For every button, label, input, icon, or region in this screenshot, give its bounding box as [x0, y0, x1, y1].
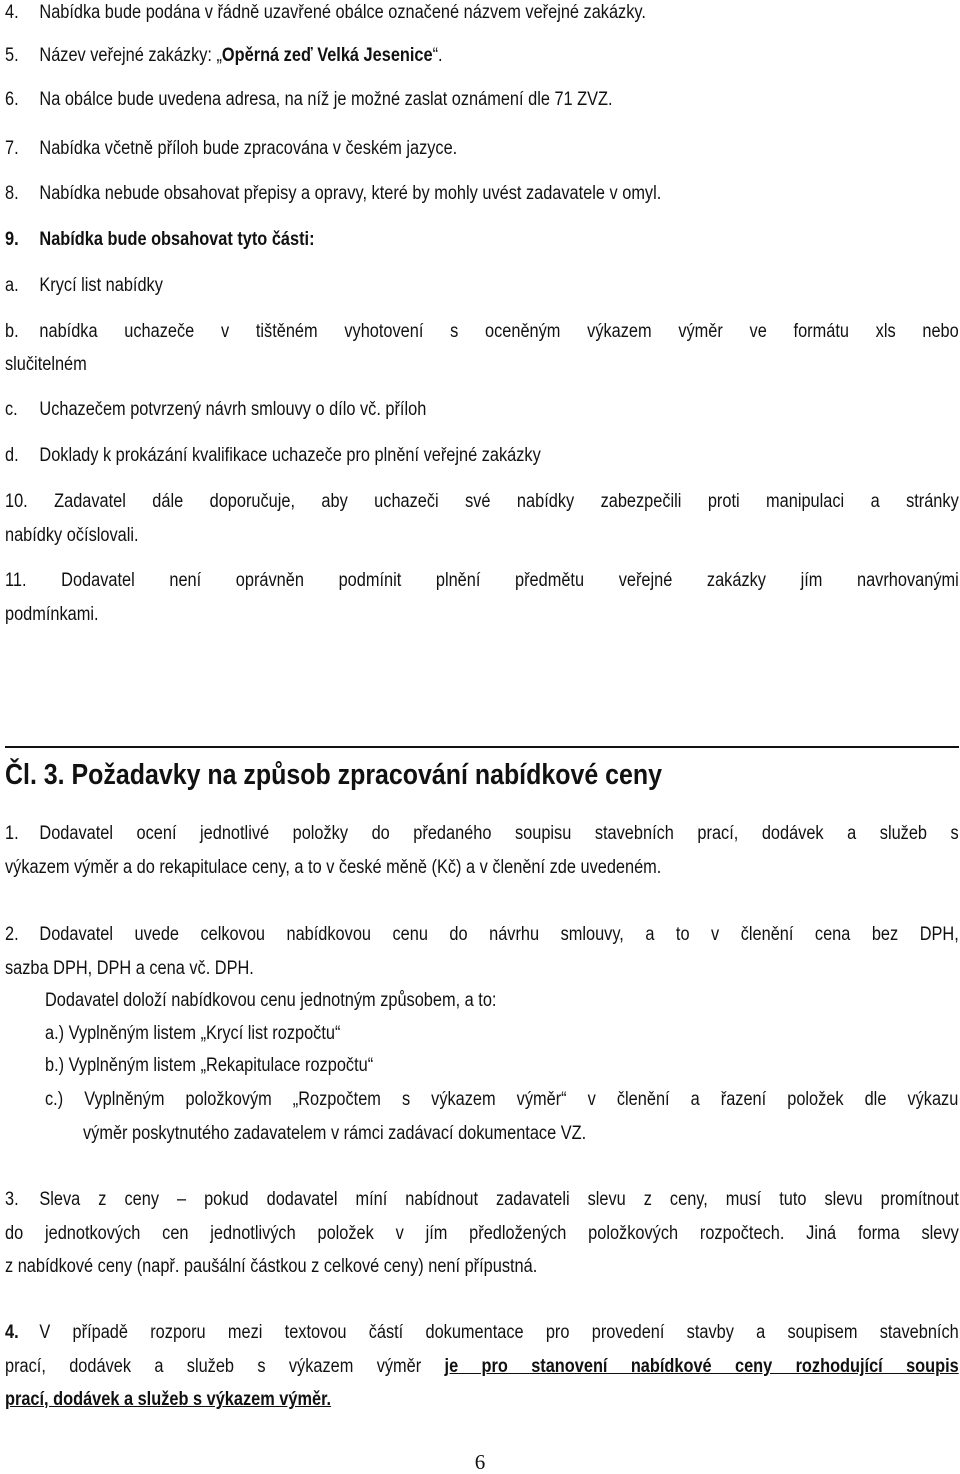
list-text: Uchazečem potvrzený návrh smlouvy o dílo vč. příloh	[39, 399, 427, 420]
list-letter: d.	[5, 445, 19, 466]
list-text: slučitelném	[5, 354, 87, 375]
list-item-7	[5, 137, 457, 161]
para-2-line2	[5, 957, 254, 981]
para-2-sub-c-line1	[45, 1088, 958, 1112]
list-item-6	[5, 88, 613, 112]
para-2-sub-a	[45, 1022, 340, 1046]
para-2-sub-c-line2	[83, 1122, 586, 1146]
para-2-line1	[5, 923, 959, 947]
list-letter: a.	[5, 275, 19, 296]
para-4-line2	[5, 1355, 959, 1379]
para-number: 1.	[5, 823, 19, 844]
list-text: Doklady k prokázání kvalifikace uchazeče pro plnění veřejné zakázky	[39, 445, 541, 466]
para-text: a.) Vyplněným listem „Krycí list rozpočtu“	[45, 1023, 341, 1044]
para-number: 3.	[5, 1189, 19, 1210]
list-text: Nabídka nebude obsahovat přepisy a opravy, které by mohly uvést zadavatele v omyl.	[39, 183, 662, 204]
emphasis-text: prací, dodávek a služeb s výkazem výměr.	[5, 1389, 332, 1410]
list-number: 6.	[5, 89, 19, 110]
list-text: Krycí list nabídky	[39, 275, 163, 296]
list-text: nabídky očíslovali.	[5, 525, 139, 546]
list-letter: b.	[5, 321, 19, 342]
para-3-line1	[5, 1188, 959, 1212]
list-text: nabídka uchazeče v tištěném vyhotovení s oceněným výkazem výměr ve formátu xls nebo	[39, 321, 959, 342]
list-text: Nabídka bude podána v řádně uzavřené obálce označené názvem veřejné zakázky.	[39, 2, 646, 23]
para-text: do jednotkových cen jednotlivých položek v jím předložených položkových rozpočtech. Jiná forma slevy	[5, 1223, 959, 1244]
list-item-11-line1	[5, 569, 959, 593]
list-item-11-line2	[5, 603, 99, 627]
list-number: 7.	[5, 138, 19, 159]
sub-item-b-line2	[5, 353, 87, 377]
list-number: 9.	[5, 229, 19, 250]
para-text: sazba DPH, DPH a cena vč. DPH.	[5, 958, 254, 979]
para-text: z nabídkové ceny (např. paušální částkou z celkové ceny) není přípustná.	[5, 1256, 538, 1277]
list-number: 5.	[5, 45, 19, 66]
para-text: výkazem výměr a do rekapitulace ceny, a to v české měně (Kč) a v členění zde uvedeném.	[5, 857, 662, 878]
list-text: podmínkami.	[5, 604, 99, 625]
list-text: Na obálce bude uvedena adresa, na níž je možné zaslat oznámení dle 71 ZVZ.	[39, 89, 613, 110]
para-2-sub-b	[45, 1054, 373, 1078]
list-text: Název veřejné zakázky: „	[39, 45, 222, 66]
para-3-line2	[5, 1222, 959, 1246]
heading-rule	[5, 746, 959, 748]
para-number: 4.	[5, 1322, 19, 1343]
para-3-line3	[5, 1255, 537, 1279]
para-text: b.) Vyplněným listem „Rekapitulace rozpočtu“	[45, 1055, 374, 1076]
list-item-10-line2	[5, 524, 139, 548]
contract-name: Opěrná zeď Velká Jesenice	[221, 45, 433, 66]
list-item-4	[5, 1, 646, 25]
emphasis-text: je pro stanovení nabídkové ceny rozhodující soupis	[444, 1356, 959, 1377]
page-number: 6	[474, 1450, 486, 1474]
list-number: 4.	[5, 2, 19, 23]
para-2-line3	[45, 989, 496, 1013]
sub-item-a	[5, 274, 163, 298]
list-text: 11. Dodavatel není oprávněn podmínit plnění předmětu veřejné zakázky jím navrhovanými	[5, 570, 959, 591]
sub-item-d	[5, 444, 541, 468]
para-text: výměr poskytnutého zadavatelem v rámci zadávací dokumentace VZ.	[83, 1123, 587, 1144]
para-number: 2.	[5, 924, 19, 945]
para-text: Sleva z ceny – pokud dodavatel míní nabídnout zadavateli slevu z ceny, musí tuto slevu promítnout	[39, 1189, 959, 1210]
list-text-suffix: “.	[432, 45, 443, 66]
sub-item-b-line1	[5, 320, 959, 344]
list-item-9	[5, 228, 315, 252]
list-item-8	[5, 182, 661, 206]
list-item-10-line1	[5, 490, 959, 514]
para-text: Dodavatel ocení jednotlivé položky do předaného soupisu stavebních prací, dodávek a služeb s	[39, 823, 959, 844]
para-text: Dodavatel doloží nabídkovou cenu jednotným způsobem, a to:	[45, 990, 497, 1011]
list-text: Nabídka včetně příloh bude zpracována v českém jazyce.	[39, 138, 458, 159]
para-4-line1	[5, 1321, 959, 1345]
para-4-line3	[5, 1388, 331, 1412]
list-letter: c.	[5, 399, 18, 420]
list-text: 10. Zadavatel dále doporučuje, aby uchazeči své nabídky zabezpečili proti manipulaci a stránky	[5, 491, 959, 512]
section-heading: Čl. 3. Požadavky na způsob zpracování nabídkové ceny	[5, 759, 662, 791]
para-1-line1	[5, 822, 959, 846]
para-text: c.) Vyplněným položkovým „Rozpočtem s výkazem výměr“ v členění a řazení položek dle výkazu	[45, 1089, 959, 1110]
para-text: Dodavatel uvede celkovou nabídkovou cenu do návrhu smlouvy, a to v členění cena bez DPH,	[39, 924, 959, 945]
list-item-5	[5, 44, 443, 68]
list-text: Nabídka bude obsahovat tyto části:	[39, 229, 315, 250]
para-text: prací, dodávek a služeb s výkazem výměr	[5, 1356, 445, 1377]
para-1-line2	[5, 856, 661, 880]
sub-item-c	[5, 398, 426, 422]
list-number: 8.	[5, 183, 19, 204]
para-text: V případě rozporu mezi textovou částí dokumentace pro provedení stavby a soupisem stavebních	[39, 1322, 959, 1343]
